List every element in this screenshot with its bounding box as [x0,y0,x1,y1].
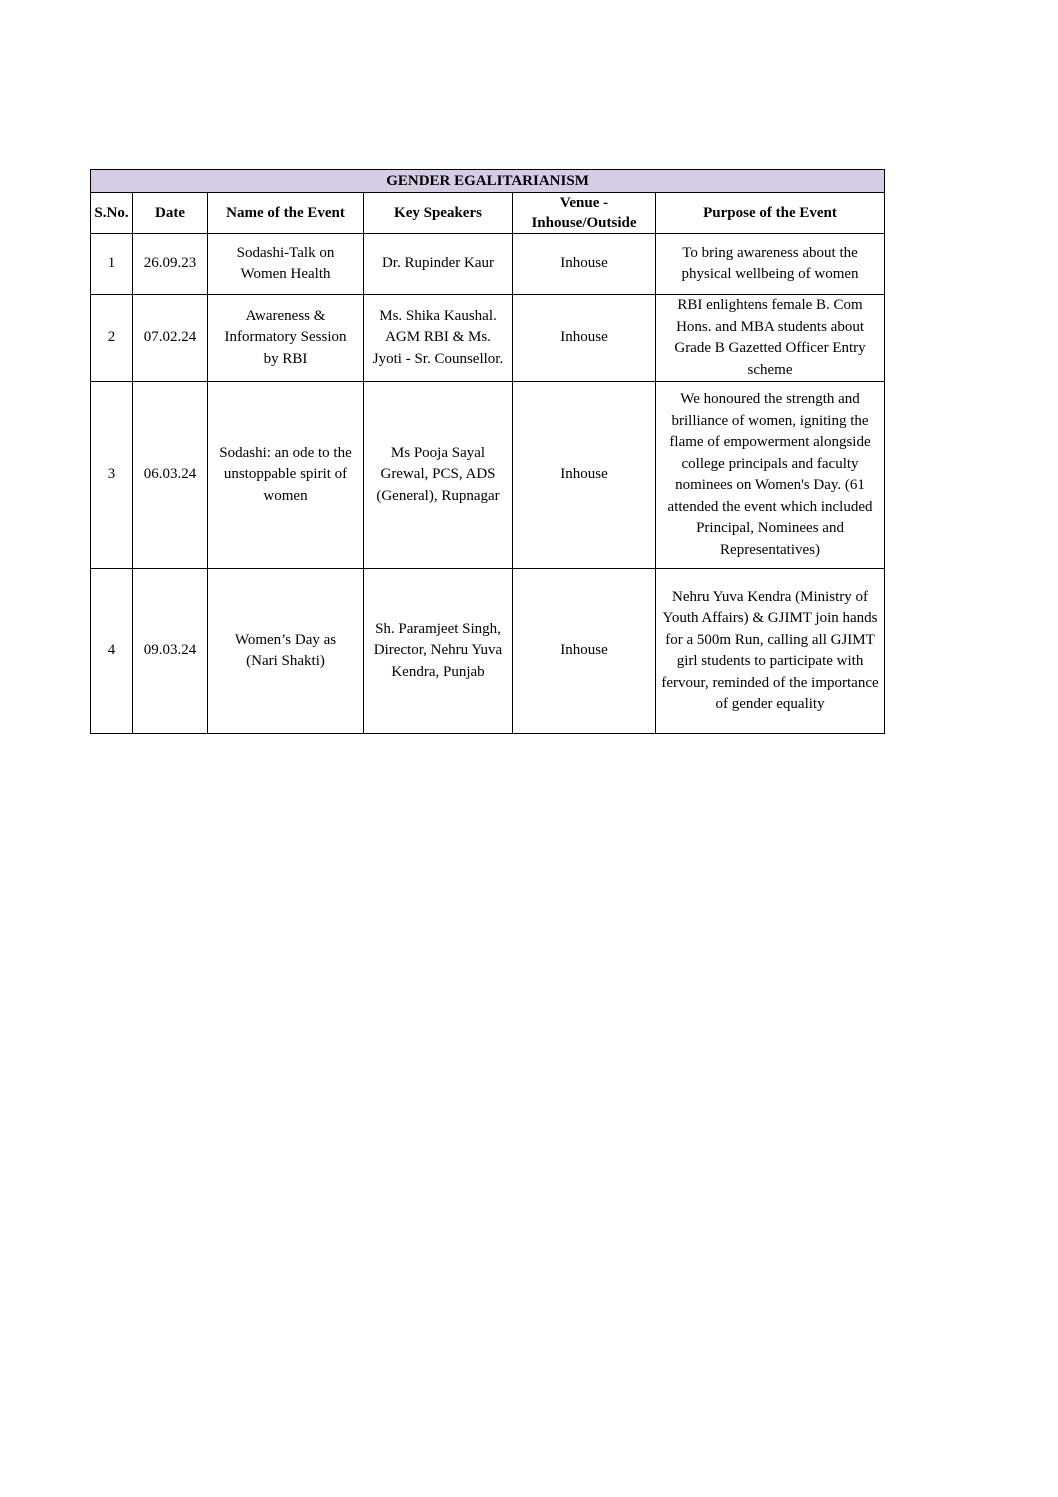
cell-date: 06.03.24 [133,382,208,569]
cell-venue: Inhouse [513,234,656,295]
table-title: GENDER EGALITARIANISM [91,170,885,193]
header-date: Date [133,193,208,234]
table-header-row [91,193,885,234]
header-event-name: Name of the Event [208,193,364,234]
cell-purpose: RBI enlightens female B. Com Hons. and MBA students about Grade B Gazetted Officer Entry scheme [656,295,885,382]
cell-sno: 1 [91,234,133,295]
table-row [91,295,885,382]
cell-key-speakers: Sh. Paramjeet Singh, Director, Nehru Yuva Kendra, Punjab [364,569,513,734]
cell-key-speakers: Ms Pooja Sayal Grewal, PCS, ADS (General), Rupnagar [364,382,513,569]
cell-venue: Inhouse [513,569,656,734]
cell-date: 07.02.24 [133,295,208,382]
cell-purpose: We honoured the strength and brilliance of women, igniting the flame of empowerment alongside college principals and faculty nominees on Women's Day. (61 attended the event which included Principal, Nominees and Representatives) [656,382,885,569]
cell-key-speakers: Dr. Rupinder Kaur [364,234,513,295]
header-key-speakers: Key Speakers [364,193,513,234]
cell-event-name: Awareness & Informatory Session by RBI [208,295,364,382]
cell-date: 26.09.23 [133,234,208,295]
events-table [90,169,885,734]
cell-venue: Inhouse [513,295,656,382]
header-purpose: Purpose of the Event [656,193,885,234]
cell-sno: 3 [91,382,133,569]
cell-venue: Inhouse [513,382,656,569]
cell-event-name: Women’s Day as (Nari Shakti) [208,569,364,734]
cell-purpose: Nehru Yuva Kendra (Ministry of Youth Affairs) & GJIMT join hands for a 500m Run, calling all GJIMT girl students to participate with fervour, reminded of the importance of gender equality [656,569,885,734]
cell-key-speakers: Ms. Shika Kaushal. AGM RBI & Ms. Jyoti - Sr. Counsellor. [364,295,513,382]
cell-sno: 2 [91,295,133,382]
header-venue-line1: Venue - [559,195,609,211]
table-title-row [91,170,885,193]
cell-event-name: Sodashi: an ode to the unstoppable spirit of women [208,382,364,569]
header-venue [513,193,656,234]
header-sno: S.No. [91,193,133,234]
table-row [91,382,885,569]
table-row [91,569,885,734]
table-row [91,234,885,295]
header-venue-line2: Inhouse/Outside [531,215,637,231]
cell-date: 09.03.24 [133,569,208,734]
cell-event-name: Sodashi-Talk on Women Health [208,234,364,295]
cell-sno: 4 [91,569,133,734]
cell-purpose: To bring awareness about the physical wellbeing of women [656,234,885,295]
